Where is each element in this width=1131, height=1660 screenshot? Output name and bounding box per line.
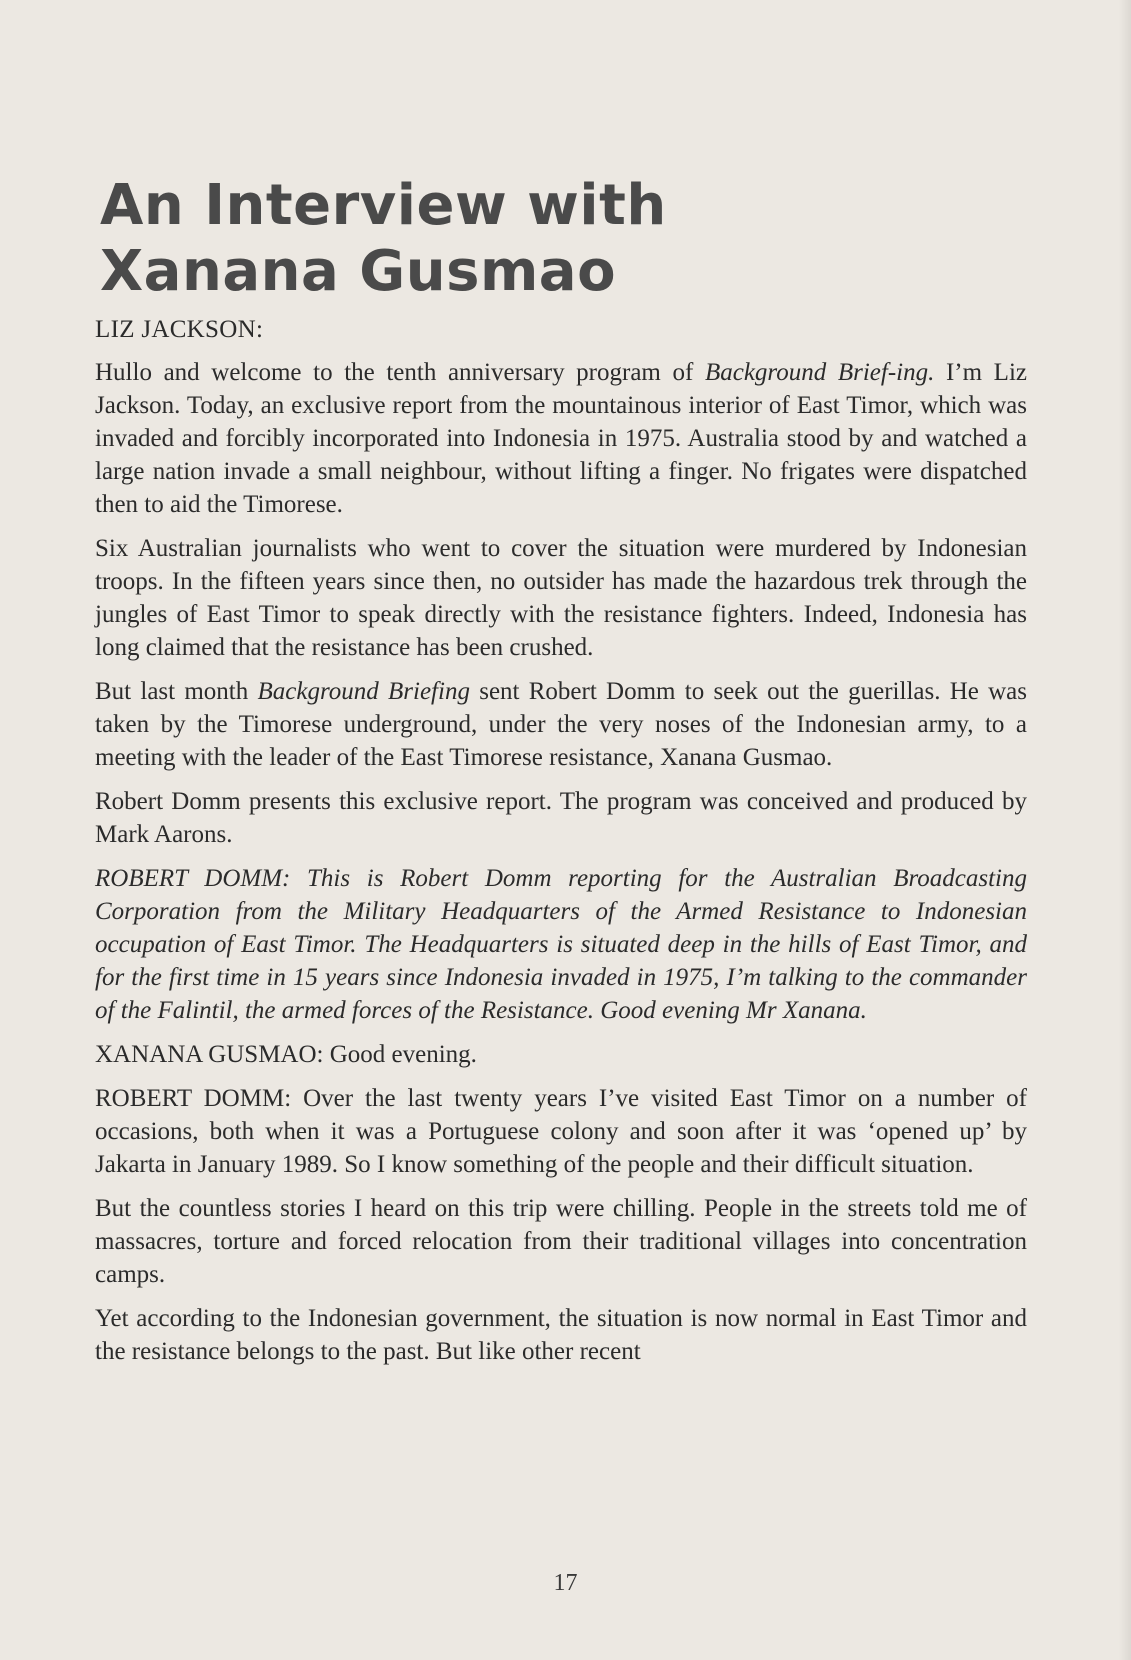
title-line-2: Xanana Gusmao bbox=[100, 238, 617, 304]
paragraph-4: Robert Domm presents this exclusive report. The program was conceived and produced by Mark Aarons. bbox=[95, 788, 1027, 848]
speaker-heading: LIZ JACKSON: bbox=[95, 316, 264, 343]
paragraph-1-text-c: I’m Liz Jackson. Today, an exclusive report from the mountainous interior of East Timor, which was invaded and forcibly incorporated into Indonesia in 1975. Australia stood by and watched a large nation invade a small neighbour, without lifting a finger. No frigates were dispatched then to aid the Timorese. bbox=[95, 359, 1027, 518]
paragraph-9: Yet according to the Indonesian government, the situation is now normal in East Timor and the resistance belongs to the past. But like other recent bbox=[95, 1305, 1027, 1365]
paragraph-3-text-a: But last month bbox=[95, 678, 258, 705]
paragraph-1-text-a: Hullo and welcome to the tenth anniversary program of bbox=[95, 359, 705, 386]
page-number: 17 bbox=[553, 1570, 578, 1596]
paragraph-6-gusmao-reply: XANANA GUSMAO: Good evening. bbox=[95, 1041, 477, 1068]
paragraph-1 bbox=[95, 356, 1027, 521]
page-edge bbox=[1119, 0, 1131, 1660]
paragraph-5-domm-intro: ROBERT DOMM: This is Robert Domm reporting for the Australian Broadcasting Corporation from the Military Headquarters of the Armed Resistance to Indonesian occupation of East Timor. The Headquarters is situated deep in the hills of East Timor, and for the first time in 15 years since Indonesia invaded in 1975, I’m talking to the commander of the Falintil, the armed forces of the Resistance. Good evening Mr Xanana. bbox=[95, 865, 1027, 1024]
article-body bbox=[95, 313, 1027, 1379]
article-title bbox=[100, 173, 800, 305]
program-name-italic: Background Briefing bbox=[257, 678, 470, 705]
paragraph-3-text-c: sent Robert Domm to seek out the guerillas. He was taken by the Timorese underground, under the very noses of the Indonesian army, to a meeting with the leader of the East Timorese resistance, Xanana Gusmao. bbox=[95, 678, 1028, 771]
paragraph-2: Six Australian journalists who went to cover the situation were murdered by Indonesian troops. In the fifteen years since then, no outsider has made the hazardous trek through the jungles of East Timor to speak directly with the resistance fighters. Indeed, Indonesia has long claimed that the resistance has been crushed. bbox=[95, 535, 1027, 661]
paragraph-8: But the countless stories I heard on this trip were chilling. People in the streets told me of massacres, torture and forced relocation from their traditional villages into concentration camps. bbox=[95, 1195, 1027, 1288]
paragraph-7: ROBERT DOMM: Over the last twenty years I’ve visited East Timor on a number of occasions, both when it was a Portuguese colony and soon after it was ‘opened up’ by Jakarta in January 1989. So I know something of the people and their difficult situation. bbox=[95, 1085, 1027, 1178]
paragraph-3 bbox=[95, 675, 1027, 774]
program-name-italic: Background Brief-ing. bbox=[704, 359, 935, 386]
title-line-1: An Interview with bbox=[100, 172, 667, 238]
